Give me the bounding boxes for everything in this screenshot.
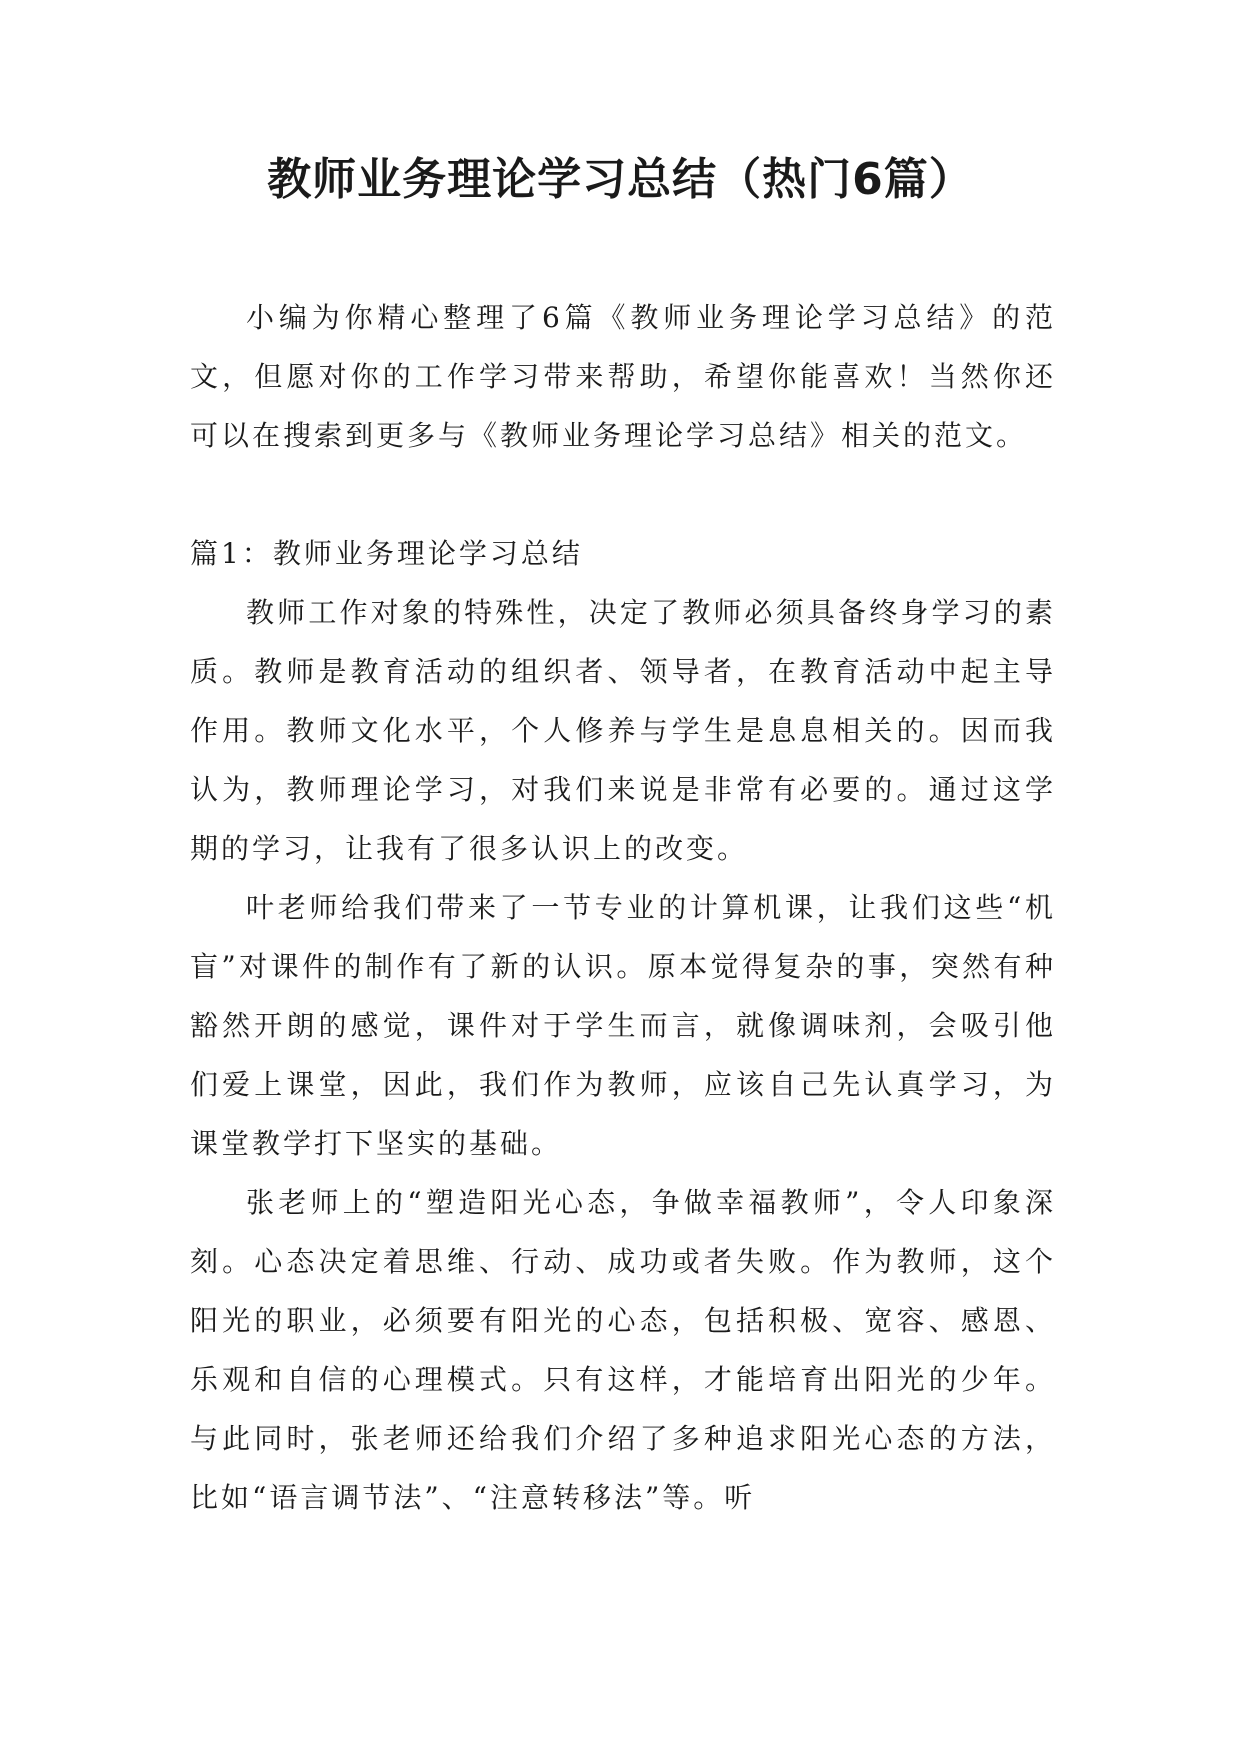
intro-paragraph: 小编为你精心整理了6篇《教师业务理论学习总结》的范文，但愿对你的工作学习带来帮助，希望你能喜欢！当然你还可以在搜索到更多与《教师业务理论学习总结》相关的范文。 [190,301,1056,452]
body-paragraph: 教师工作对象的特殊性，决定了教师必须具备终身学习的素质。教师是教育活动的组织者、领导者，在教育活动中起主导作用。教师文化水平，个人修养与学生是息息相关的。因而我认为，教师理论学习，对我们来说是非常有必要的。通过这学期的学习，让我有了很多认识上的改变。 [190,596,1056,865]
section-heading: 篇1：教师业务理论学习总结 [190,537,583,570]
body-paragraph: 叶老师给我们带来了一节专业的计算机课，让我们这些“机盲”对课件的制作有了新的认识。原本觉得复杂的事，突然有种豁然开朗的感觉，课件对于学生而言，就像调味剂，会吸引他们爱上课堂，因此，我们作为教师，应该自己先认真学习，为课堂教学打下坚实的基础。 [190,891,1056,1160]
body-paragraph: 张老师上的“塑造阳光心态，争做幸福教师”，令人印象深刻。心态决定着思维、行动、成功或者失败。作为教师，这个阳光的职业，必须要有阳光的心态，包括积极、宽容、感恩、乐观和自信的心理模式。只有这样，才能培育出阳光的少年。与此同时，张老师还给我们介绍了多种追求阳光心态的方法，比如“语言调节法”、“注意转移法”等。听 [190,1186,1056,1514]
document-title: 教师业务理论学习总结（热门6篇） [267,154,974,205]
document-body [190,288,1056,1527]
